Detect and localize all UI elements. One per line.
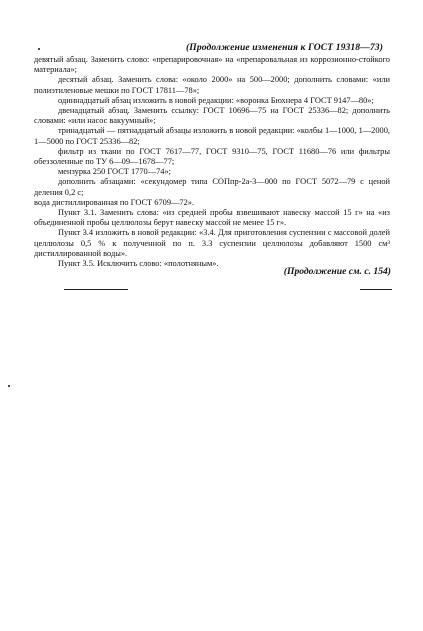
paragraph-3: одиннадцатый абзац изложить в новой редакции: «воронка Бюхнера 4 ГОСТ 9147—80»; (58, 95, 374, 105)
margin-dot-bottom (8, 385, 10, 387)
paragraph-8: дополнить абзацами: «секундомер типа СОПпр-2а-3—000 по ГОСТ 5072—79 с ценой деления 0,2 с; (34, 177, 390, 197)
paragraph-1: девятый абзац. Заменить слово: «препарировочная» на «препаровальная из коррозионно-стойкого материала»; (34, 55, 390, 75)
divider-right (360, 289, 392, 290)
divider-left (64, 289, 128, 290)
continuation-footer: (Продолжение см. с. 154) (283, 266, 391, 277)
paragraph-5: тринадцатый — пятнадцатый абзацы изложить в новой редакции: «колбы 1—1000, 1—2000, 1—5000 по ГОСТ 25336—82; (34, 126, 390, 146)
margin-dot-top (38, 48, 40, 50)
paragraph-6: фильтр из ткани по ГОСТ 7617—77, ГОСТ 9310—75, ГОСТ 11680—76 или фильтры обеззоленные по ТУ 6—09—1678—77; (34, 146, 390, 167)
paragraph-12: Пункт 3.5. Исключить слово: «полотняным». (58, 259, 219, 269)
paragraph-10: Пункт 3.1. Заменить слова: «из средней пробы взвешивают навеску массой 15 г» на «из объединенной пробы целлюлозы берут навеску массой не менее 15 г». (34, 208, 390, 228)
continuation-header: (Продолжение изменения к ГОСТ 19318—73) (186, 42, 383, 53)
paragraph-4: двенадцатый абзац. Заменить ссылку: ГОСТ 10696—75 на ГОСТ 25336—82; дополнить словами: «или насос вакуумный»; (34, 106, 390, 126)
paragraph-2: десятый абзац. Заменить слова: «около 2000» на 500—2000; дополнить словами: «или полиэтиленовые мешки по ГОСТ 17811—78»; (34, 75, 390, 95)
paragraph-11: Пункт 3.4 изложить в новой редакции: «3.4. Для приготовления суспензии с массовой долей целлюлозы 0,5 % к полученной по п. 3.3 суспензии целлюлозы добавляют 1500 см³ дистиллированной воды». (34, 228, 390, 258)
paragraph-9: вода дистиллированная по ГОСТ 6709—72». (34, 197, 195, 207)
amendment-text (34, 55, 390, 269)
paragraph-7: мензурка 250 ГОСТ 1770—74»; (58, 167, 172, 177)
